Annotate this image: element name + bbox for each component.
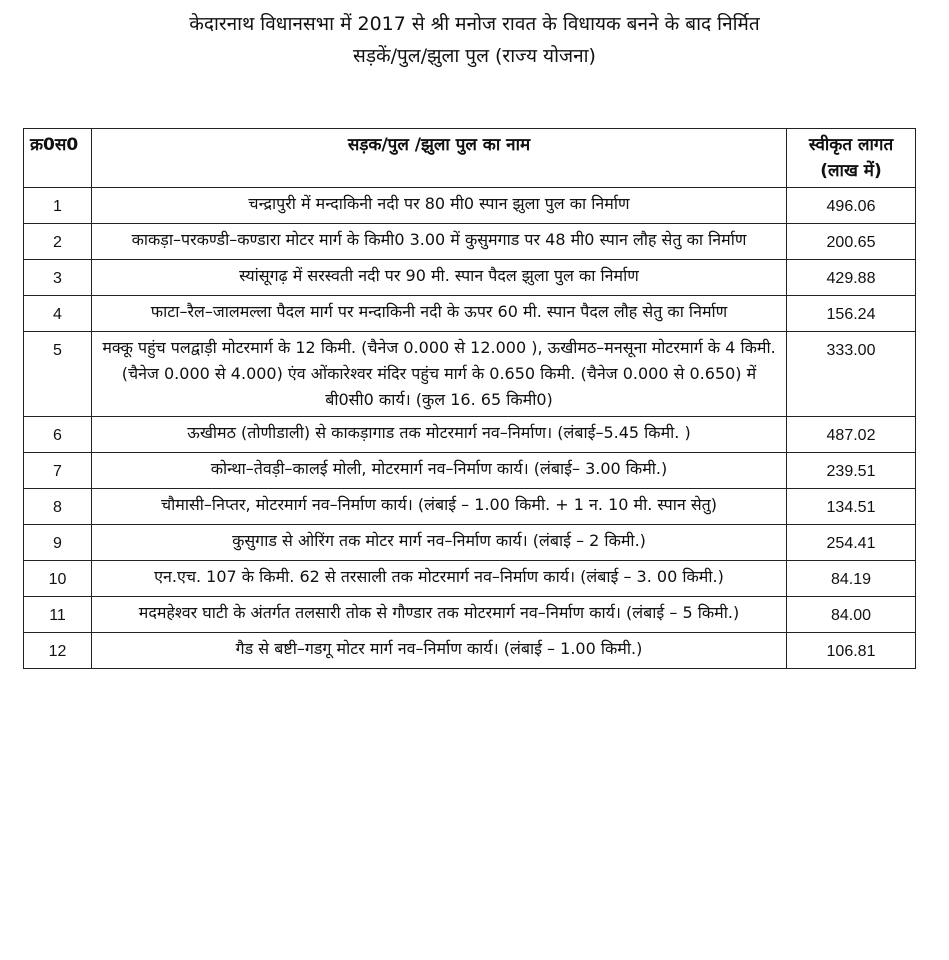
work-name-cell: कुसुगाड से ओरिंग तक मोटर मार्ग नव–निर्माण कार्य। (लंबाई – 2 किमी.)	[92, 525, 787, 561]
cost-cell: 254.41	[787, 525, 916, 561]
works-table	[23, 128, 916, 669]
serial-number-cell: 8	[24, 489, 92, 525]
work-name-cell: काकड़ा–परकण्डी–कण्डारा मोटर मार्ग के किमी0 3.00 में कुसुमगाड पर 48 मी0 स्पान लौह सेतु का निर्माण	[92, 224, 787, 260]
serial-number-cell: 12	[24, 633, 92, 669]
serial-number-cell: 7	[24, 453, 92, 489]
work-name-cell: चौमासी–निप्तर, मोटरमार्ग नव–निर्माण कार्य। (लंबाई – 1.00 किमी. + 1 न. 10 मी. स्पान सेतु)	[92, 489, 787, 525]
serial-number-cell: 5	[24, 332, 92, 417]
serial-number-cell: 11	[24, 597, 92, 633]
document-title-line-1: केदारनाथ विधानसभा में 2017 से श्री मनोज रावत के विधायक बनने के बाद निर्मित	[189, 13, 760, 35]
table-row	[24, 561, 916, 597]
table-row	[24, 188, 916, 224]
serial-number-cell: 10	[24, 561, 92, 597]
serial-number-cell: 1	[24, 188, 92, 224]
cost-cell: 84.00	[787, 597, 916, 633]
table-header-row	[24, 129, 916, 188]
cost-cell: 487.02	[787, 417, 916, 453]
cost-cell: 496.06	[787, 188, 916, 224]
table-row	[24, 296, 916, 332]
work-name-cell: गैड से बष्टी–गडगू मोटर मार्ग नव–निर्माण कार्य। (लंबाई – 1.00 किमी.)	[92, 633, 787, 669]
work-name-cell: कोन्था–तेवड़ी–कालई मोली, मोटरमार्ग नव–निर्माण कार्य। (लंबाई– 3.00 किमी.)	[92, 453, 787, 489]
cost-cell: 333.00	[787, 332, 916, 417]
header-work-name: सड़क/पुल /झुला पुल का नाम	[92, 129, 787, 188]
work-name-cell: ऊखीमठ (तोणीडाली) से काकड़ागाड तक मोटरमार्ग नव–निर्माण। (लंबाई–5.45 किमी. )	[92, 417, 787, 453]
table-row	[24, 224, 916, 260]
table-row	[24, 489, 916, 525]
cost-cell: 429.88	[787, 260, 916, 296]
work-name-cell: मदमहेश्वर घाटी के अंतर्गत तलसारी तोक से गौण्डार तक मोटरमार्ग नव–निर्माण कार्य। (लंबाई – 5 किमी.)	[92, 597, 787, 633]
cost-cell: 239.51	[787, 453, 916, 489]
table-row	[24, 525, 916, 561]
work-name-cell: स्यांसूगढ़ में सरस्वती नदी पर 90 मी. स्पान पैदल झुला पुल का निर्माण	[92, 260, 787, 296]
work-name-cell: चन्द्रापुरी में मन्दाकिनी नदी पर 80 मी0 स्पान झुला पुल का निर्माण	[92, 188, 787, 224]
serial-number-cell: 9	[24, 525, 92, 561]
table-row	[24, 417, 916, 453]
work-name-cell: मक्कू पहुंच पलद्वाड़ी मोटरमार्ग के 12 किमी. (चैनेज 0.000 से 12.000 ), ऊखीमठ–मनसूना मोटरमार्ग के 4 किमी. (चैनेज 0.000 से 4.000) एंव ओंकारेश्वर मंदिर पहुंच मार्ग के 0.650 किमी. (चैनेज 0.000 से 0.650) में बी0सी0 कार्य। (कुल 16. 65 किमी0)	[92, 332, 787, 417]
cost-cell: 156.24	[787, 296, 916, 332]
header-serial-number: क्र0स0	[24, 129, 92, 188]
table-row	[24, 633, 916, 669]
work-name-cell: एन.एच. 107 के किमी. 62 से तरसाली तक मोटरमार्ग नव–निर्माण कार्य। (लंबाई – 3. 00 किमी.)	[92, 561, 787, 597]
header-sanctioned-cost: स्वीकृत लागत (लाख में)	[787, 129, 916, 188]
serial-number-cell: 6	[24, 417, 92, 453]
document-title-line-2: सड़कें/पुल/झुला पुल (राज्य योजना)	[353, 45, 596, 67]
serial-number-cell: 2	[24, 224, 92, 260]
cost-cell: 200.65	[787, 224, 916, 260]
table-row	[24, 597, 916, 633]
table-row	[24, 332, 916, 417]
table-row	[24, 453, 916, 489]
work-name-cell: फाटा–रैल–जालमल्ला पैदल मार्ग पर मन्दाकिनी नदी के ऊपर 60 मी. स्पान पैदल लौह सेतु का निर्माण	[92, 296, 787, 332]
cost-cell: 84.19	[787, 561, 916, 597]
table-row	[24, 260, 916, 296]
cost-cell: 134.51	[787, 489, 916, 525]
cost-cell: 106.81	[787, 633, 916, 669]
serial-number-cell: 4	[24, 296, 92, 332]
serial-number-cell: 3	[24, 260, 92, 296]
